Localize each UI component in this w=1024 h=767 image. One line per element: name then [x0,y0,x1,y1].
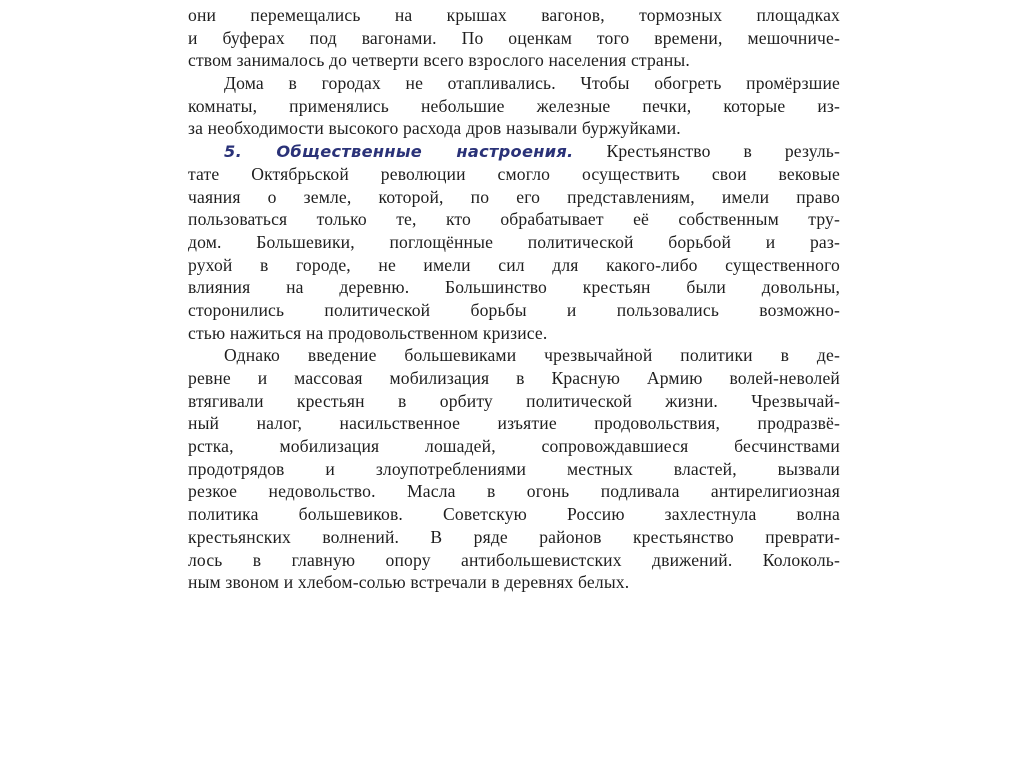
text-line: политика большевиков. Советскую Россию захлестнула волна [188,504,840,525]
text-line: продотрядов и злоупотреблениями местных властей, вызвали [188,458,840,479]
text-line: комнаты, применялись небольшие железные печки, которые из- [188,95,840,116]
text-line: Дома в городах не отапливались. Чтобы обогреть промёрзшие [224,73,840,94]
section-heading: 5. Общественные настроения. [224,142,574,162]
text-line: стью нажиться на продовольственном кризисе. [188,322,548,343]
text-line: пользоваться только те, кто обрабатывает её собственным тру- [188,209,840,230]
text-line: крестьянских волнений. В ряде районов крестьянство преврати- [188,526,840,547]
text-line: влияния на деревню. Большинство крестьян были довольны, [188,277,840,298]
text-line: Однако введение большевиками чрезвычайной политики в де- [224,345,840,366]
text-line: ный налог, насильственное изъятие продовольствия, продразвё- [188,413,840,434]
section-heading-line [188,140,840,163]
text-line: за необходимости высокого расхода дров называли буржуйками. [188,118,681,139]
heading-line-rest: Крестьянство в резуль- [573,141,840,162]
text-line: резкое недовольство. Масла в огонь подливала антирелигиозная [188,481,840,502]
text-line: ным звоном и хлебом-солью встречали в деревнях белых. [188,572,630,593]
text-line: и буферах под вагонами. По оценкам того времени, мешочниче- [188,27,840,48]
text-line: дом. Большевики, поглощённые политической борьбой и раз- [188,231,840,252]
text-line: рстка, мобилизация лошадей, сопровождавшиеся бесчинствами [188,436,840,457]
text-line: ством занималось до четверти всего взрослого населения страны. [188,50,690,71]
text-line: рухой в городе, не имели сил для какого-либо существенного [188,254,840,275]
text-line: они перемещались на крышах вагонов, тормозных площадках [188,5,840,25]
text-line: втягивали крестьян в орбиту политической жизни. Чрезвычай- [188,390,840,411]
text-line: тате Октябрьской революции смогло осуществить свои вековые [188,163,840,184]
text-line: сторонились политической борьбы и пользовались возможно- [188,299,840,320]
text-block [188,4,840,594]
text-line: ревне и массовая мобилизация в Красную Армию волей-неволей [188,368,840,388]
text-line: лось в главную опору антибольшевистских движений. Колоколь- [188,549,840,570]
text-line: чаяния о земле, которой, по его представлениям, имели право [188,186,840,207]
